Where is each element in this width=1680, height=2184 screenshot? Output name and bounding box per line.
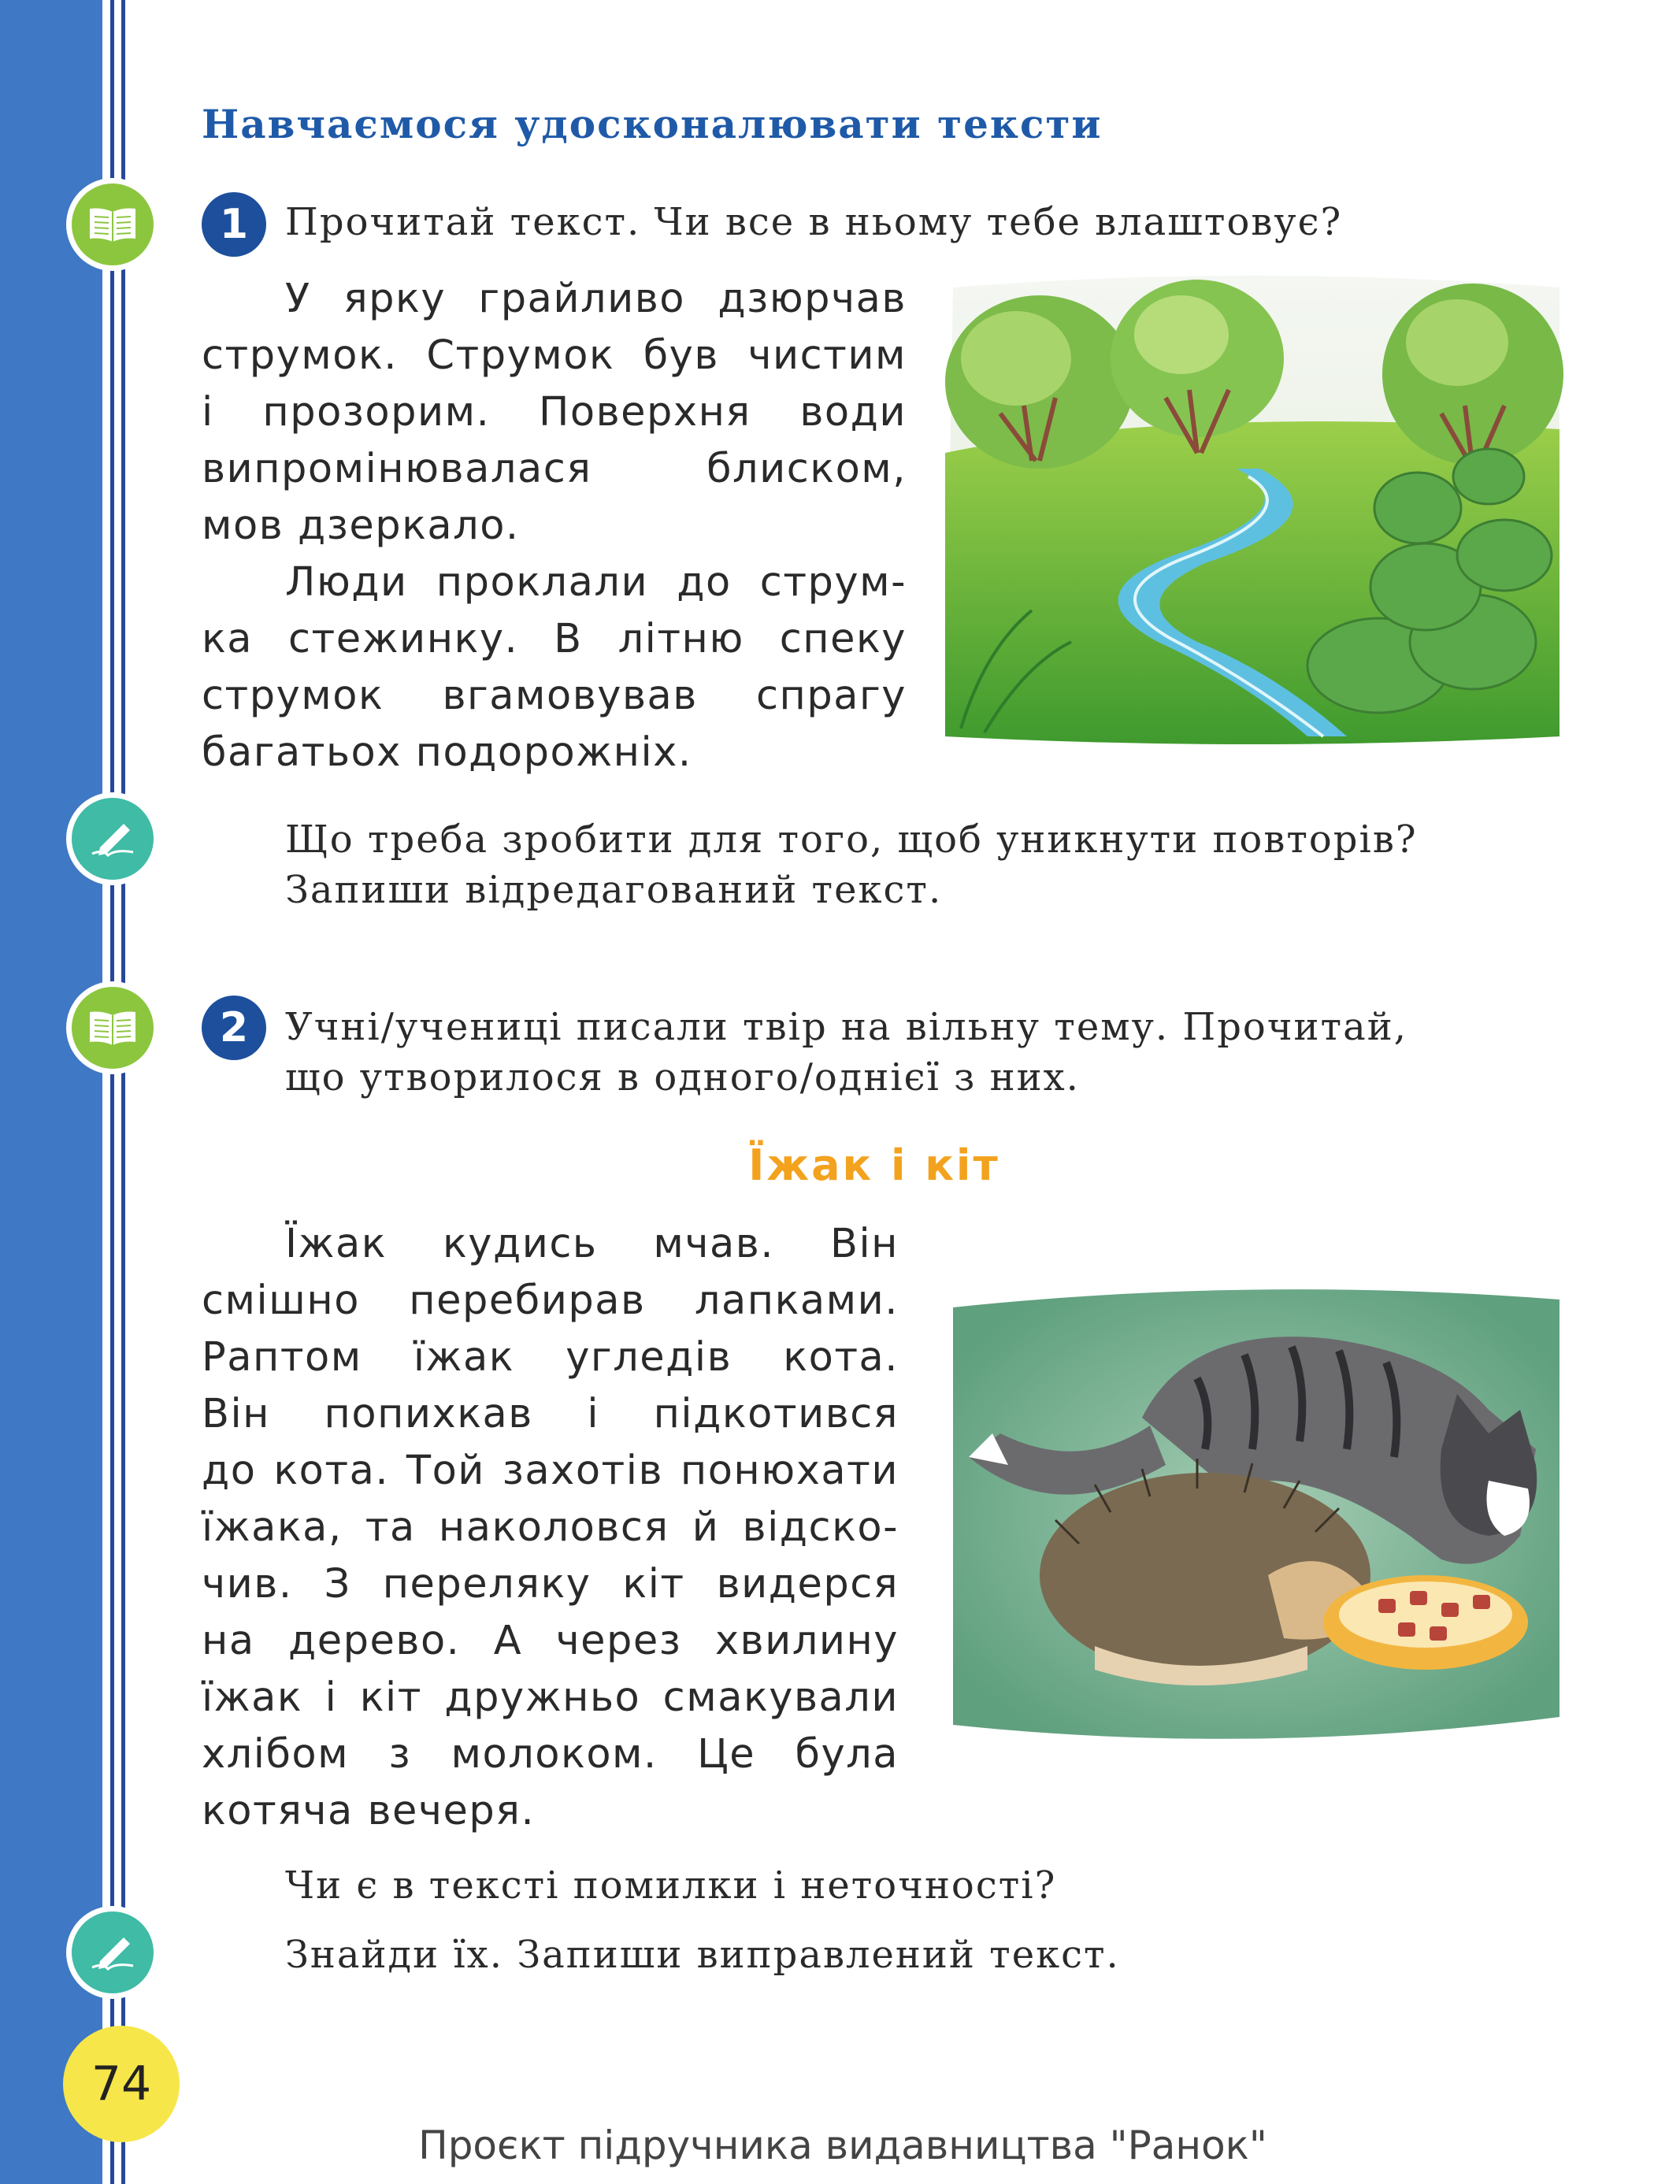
margin-stripe: [121, 0, 125, 2184]
pen-icon: [66, 792, 159, 885]
text-line: чив. З переляку кіт видерся: [202, 1561, 899, 1607]
task-number-badge: 2: [202, 996, 266, 1060]
question-line: Що треба зробити для того, щоб уникнути повторів?: [285, 818, 1418, 862]
prompt-line: що утворилося в одного/однієї з них.: [285, 1055, 1080, 1099]
text-line: і прозорим. Поверхня води: [202, 389, 907, 436]
text-line: випромінювалася блиском,: [202, 446, 907, 492]
story-text-block: [202, 1216, 899, 1840]
text-line: ка стежинку. В літню спеку: [202, 616, 907, 662]
prompt-line: Учні/учениці писали твір на вільну тему. Прочитай,: [285, 1005, 1407, 1049]
stream-illustration: [937, 272, 1567, 744]
text-line: їжака, та наколовся й відско-: [202, 1504, 899, 1551]
pen-icon: [66, 1906, 159, 1999]
text-line: смішно перебирав лапками.: [202, 1277, 899, 1324]
text-line: хлібом з молоком. Це була: [202, 1731, 899, 1778]
task-prompt-text: Прочитай текст. Чи все в ньому тебе влаштовує?: [285, 200, 1343, 244]
margin-stripe: [116, 0, 120, 2184]
page-number: 74: [63, 2026, 180, 2142]
margin-stripe: [102, 0, 109, 2184]
book-icon: [66, 178, 159, 271]
cat-hedgehog-illustration: [937, 1276, 1567, 1748]
tree: [945, 295, 1134, 469]
text-line: мов дзеркало.: [202, 502, 520, 549]
question-line: Чи є в тексті помилки і неточності?: [285, 1863, 1057, 1908]
text-line: на дерево. А через хвилину: [202, 1618, 899, 1664]
task-question: [285, 814, 1561, 915]
task-prompt: [285, 1002, 1561, 1103]
margin-stripe: [110, 0, 114, 2184]
text-line: котяча вечеря.: [202, 1788, 536, 1834]
text-line: їжак і кіт дружньо смакували: [202, 1674, 899, 1721]
task-question: [285, 1930, 1561, 1980]
text-line: Раптом їжак угледів кота.: [202, 1334, 899, 1381]
text-line: струмок вгамовував спрагу: [202, 673, 907, 719]
question-line: Знайди їх. Запиши виправлений текст.: [285, 1933, 1120, 1977]
question-line: Запиши відредагований текст.: [285, 868, 943, 912]
margin-stripe: [127, 0, 131, 2184]
text-line: багатьох подорожніх.: [202, 729, 692, 776]
story-title: Їжак і кіт: [748, 1140, 1000, 1190]
text-line: Він попихкав і підкотився: [202, 1391, 899, 1437]
task-number-badge: 1: [202, 192, 266, 257]
task-prompt: [285, 197, 1561, 247]
text-line: струмок. Струмок був чистим: [202, 332, 907, 379]
book-icon: [66, 981, 159, 1074]
text-line: У ярку грайливо дзюрчав: [285, 276, 907, 322]
section-title: Навчаємося удосконалювати тексти: [202, 101, 1103, 147]
task-text-block: [202, 271, 907, 781]
margin-band: [0, 0, 102, 2184]
task-question: [285, 1860, 1561, 1911]
text-line: до кота. Той захотів понюхати: [202, 1448, 899, 1494]
text-line: Люди проклали до струм-: [285, 559, 907, 606]
text-line: Їжак кудись мчав. Він: [285, 1221, 899, 1267]
footer-note: Проєкт підручника видавництва "Ранок": [418, 2123, 1267, 2168]
